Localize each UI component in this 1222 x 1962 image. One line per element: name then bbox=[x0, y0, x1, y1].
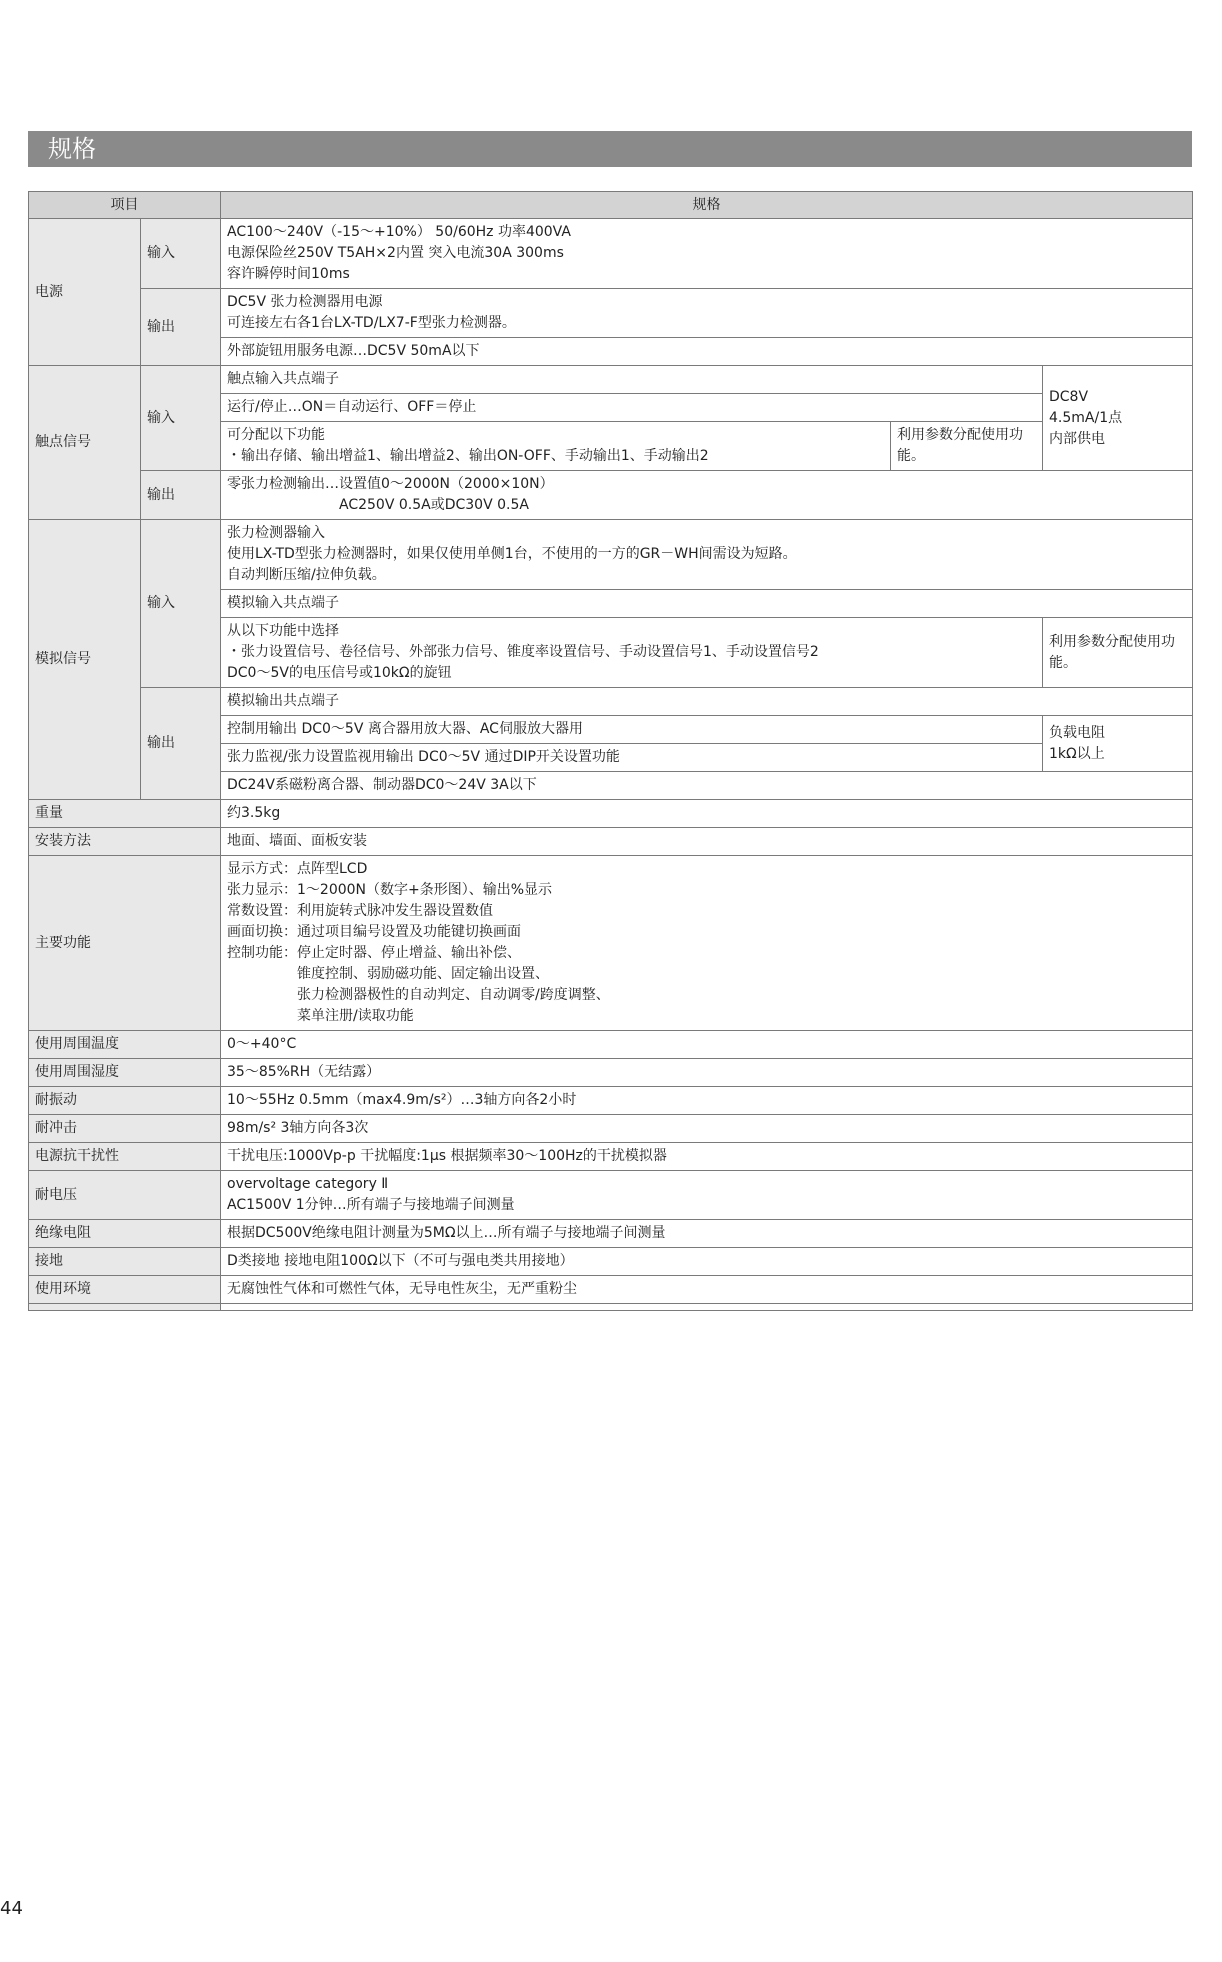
table-row bbox=[29, 828, 1193, 856]
row-label: 电源抗干扰性 bbox=[29, 1143, 221, 1171]
page-number: 44 bbox=[0, 1898, 23, 1919]
row-label: 绝缘电阻 bbox=[29, 1220, 221, 1248]
header-item: 项目 bbox=[29, 192, 221, 219]
table-row bbox=[29, 800, 1193, 828]
row-value: D类接地 接地电阻100Ω以下（不可与强电类共用接地） bbox=[221, 1248, 1193, 1276]
subcategory-power-input: 输入 bbox=[141, 219, 221, 289]
row-label: 接地 bbox=[29, 1248, 221, 1276]
table-row bbox=[29, 1304, 1193, 1311]
row-label: 主要功能 bbox=[29, 856, 221, 1031]
analog-output-load-note: 负载电阻 1kΩ以上 bbox=[1043, 716, 1193, 772]
subcategory-analog-output: 输出 bbox=[141, 688, 221, 800]
category-power: 电源 bbox=[29, 219, 141, 366]
row-value: 35～85%RH（无结露） bbox=[221, 1059, 1193, 1087]
row-label: 安装方法 bbox=[29, 828, 221, 856]
table-row bbox=[29, 520, 1193, 590]
analog-output-monitor: 张力监视/张力设置监视用输出 DC0～5V 通过DIP开关设置功能 bbox=[221, 744, 1043, 772]
power-input-value: AC100～240V（-15～+10%） 50/60Hz 功率400VA 电源保险丝250V T5AH×2内置 突入电流30A 300ms 容许瞬停时间10ms bbox=[221, 219, 1193, 289]
row-value: 显示方式：点阵型LCD 张力显示：1～2000N（数字+条形图）、输出%显示 常数设置：利用旋转式脉冲发生器设置数值 画面切换：通过项目编号设置及功能键切换画面 控制功能：停止定时器、停止增益、输出补偿、 锥度控制、弱励磁功能、固定输出设置、 张力检测器极性的自动判定、自动调零/跨度调整、 菜单注册/读取功能 bbox=[221, 856, 1193, 1031]
table-row bbox=[29, 366, 1193, 394]
contact-input-functions: 可分配以下功能 ・输出存储、输出增益1、输出增益2、输出ON-OFF、手动输出1、手动输出2 bbox=[221, 422, 891, 471]
subcategory-contact-input: 输入 bbox=[141, 366, 221, 471]
row-label: 使用周围温度 bbox=[29, 1031, 221, 1059]
analog-output-clutch: DC24V系磁粉离合器、制动器DC0～24V 3A以下 bbox=[221, 772, 1193, 800]
subcategory-analog-input: 输入 bbox=[141, 520, 221, 688]
row-value: 约3.5kg bbox=[221, 800, 1193, 828]
row-value: 0～+40°C bbox=[221, 1031, 1193, 1059]
row-value: 98m/s² 3轴方向各3次 bbox=[221, 1115, 1193, 1143]
power-service-value: 外部旋钮用服务电源…DC5V 50mA以下 bbox=[221, 338, 1193, 366]
row-label: 使用周围湿度 bbox=[29, 1059, 221, 1087]
contact-input-common: 触点输入共点端子 bbox=[221, 366, 1043, 394]
row-label: 耐电压 bbox=[29, 1171, 221, 1220]
contact-output-value: 零张力检测输出…设置值0～2000N（2000×10N） AC250V 0.5A或DC30V 0.5A bbox=[221, 471, 1193, 520]
row-value: overvoltage category Ⅱ AC1500V 1分钟…所有端子与接地端子间测量 bbox=[221, 1171, 1193, 1220]
row-value: 地面、墙面、面板安装 bbox=[221, 828, 1193, 856]
row-value: 无腐蚀性气体和可燃性气体，无导电性灰尘，无严重粉尘 bbox=[221, 1276, 1193, 1304]
table-row bbox=[29, 1276, 1193, 1304]
category-analog: 模拟信号 bbox=[29, 520, 141, 800]
row-value: 10～55Hz 0.5mm（max4.9m/s²）…3轴方向各2小时 bbox=[221, 1087, 1193, 1115]
contact-input-run-stop: 运行/停止…ON＝自动运行、OFF＝停止 bbox=[221, 394, 1043, 422]
analog-output-common: 模拟输出共点端子 bbox=[221, 688, 1193, 716]
row-label: 重量 bbox=[29, 800, 221, 828]
table-row bbox=[29, 1031, 1193, 1059]
section-title: 规格 bbox=[48, 135, 96, 163]
analog-input-functions: 从以下功能中选择 ・张力设置信号、卷径信号、外部张力信号、锥度率设置信号、手动设置信号1、手动设置信号2 DC0～5V的电压信号或10kΩ的旋钮 bbox=[221, 618, 1043, 688]
table-row bbox=[29, 1248, 1193, 1276]
header-spec: 规格 bbox=[221, 192, 1193, 219]
power-output-value: DC5V 张力检测器用电源 可连接左右各1台LX-TD/LX7-F型张力检测器。 bbox=[221, 289, 1193, 338]
row-value bbox=[221, 1304, 1193, 1311]
row-value: 干扰电压:1000Vp-p 干扰幅度:1μs 根据频率30～100Hz的干扰模拟器 bbox=[221, 1143, 1193, 1171]
section-header bbox=[28, 131, 1192, 167]
table-row bbox=[29, 1115, 1193, 1143]
table-row bbox=[29, 1059, 1193, 1087]
analog-input-param-note: 利用参数分配使用功能。 bbox=[1043, 618, 1193, 688]
table-row bbox=[29, 289, 1193, 338]
category-contact: 触点信号 bbox=[29, 366, 141, 520]
table-row bbox=[29, 1171, 1193, 1220]
subcategory-power-output: 输出 bbox=[141, 289, 221, 366]
analog-input-detector: 张力检测器输入 使用LX-TD型张力检测器时，如果仅使用单侧1台，不使用的一方的GR－WH间需设为短路。 自动判断压缩/拉伸负载。 bbox=[221, 520, 1193, 590]
spec-table bbox=[28, 191, 1193, 1311]
table-row bbox=[29, 1087, 1193, 1115]
row-label: 耐冲击 bbox=[29, 1115, 221, 1143]
table-row bbox=[29, 219, 1193, 289]
row-label: 耐振动 bbox=[29, 1087, 221, 1115]
analog-output-control: 控制用输出 DC0～5V 离合器用放大器、AC伺服放大器用 bbox=[221, 716, 1043, 744]
table-row bbox=[29, 471, 1193, 520]
table-header-row bbox=[29, 192, 1193, 219]
table-row bbox=[29, 1220, 1193, 1248]
contact-input-param-note: 利用参数分配使用功能。 bbox=[891, 422, 1043, 471]
analog-input-common: 模拟输入共点端子 bbox=[221, 590, 1193, 618]
row-label bbox=[29, 1304, 221, 1311]
row-value: 根据DC500V绝缘电阻计测量为5MΩ以上…所有端子与接地端子间测量 bbox=[221, 1220, 1193, 1248]
row-label: 使用环境 bbox=[29, 1276, 221, 1304]
contact-input-power-note: DC8V 4.5mA/1点 内部供电 bbox=[1043, 366, 1193, 471]
table-row bbox=[29, 1143, 1193, 1171]
table-row bbox=[29, 856, 1193, 1031]
subcategory-contact-output: 输出 bbox=[141, 471, 221, 520]
table-row bbox=[29, 688, 1193, 716]
